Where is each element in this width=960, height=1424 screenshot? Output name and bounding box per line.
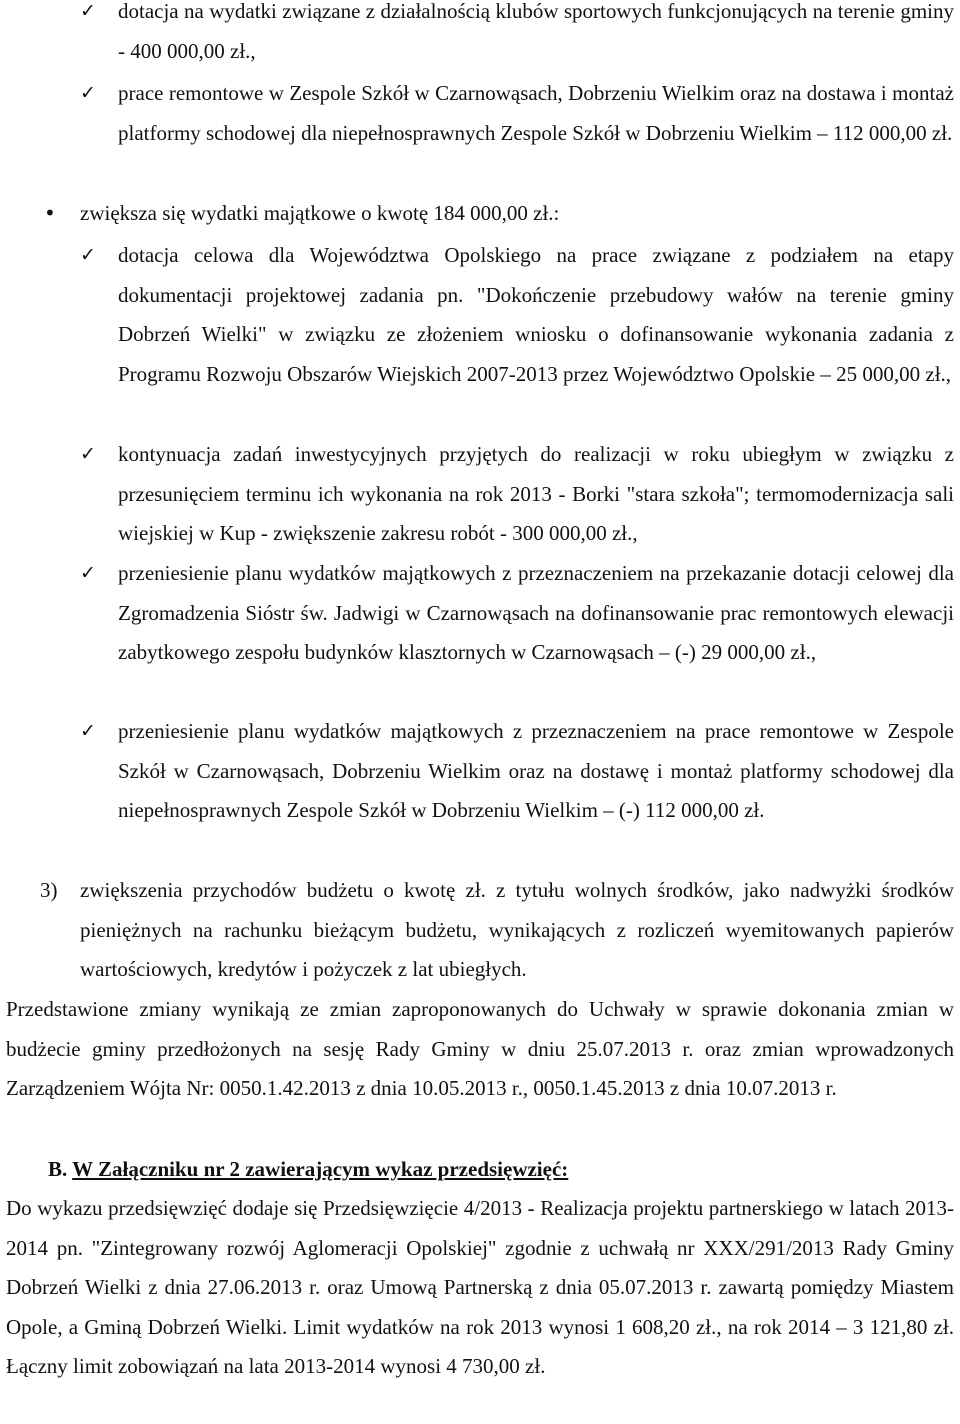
- checkmark-icon: ✓: [80, 720, 96, 742]
- list-item: dotacja celowa dla Województwa Opolskiego na prace związane z podziałem na etapy dokumentacji projektowej zadania pn. "Dokończenie przebudowy wałów na terenie gminy Dobrzeń Wielki" w związku ze złożeniem wniosku o dofinansowanie wykonania zadania z Programu Rozwoju Obszarów Wiejskich 2007-2013 przez Województwo Opolskie – 25 000,00 zł.,: [118, 243, 954, 386]
- checkmark-icon: ✓: [80, 244, 96, 266]
- list-item: prace remontowe w Zespole Szkół w Czarnowąsach, Dobrzeniu Wielkim oraz na dostawa i montaż platformy schodowej dla niepełnosprawnych Zespole Szkół w Dobrzeniu Wielkim – 112 000,00 zł.: [118, 81, 954, 145]
- checkmark-icon: ✓: [80, 443, 96, 465]
- list-item: przeniesienie planu wydatków majątkowych z przeznaczeniem na przekazanie dotacji celowej dla Zgromadzenia Sióstr św. Jadwigi w Czarnowąsach na dofinansowanie prac remontowych elewacji zabytkowego zespołu budynków klasztornych w Czarnowąsach – (-) 29 000,00 zł.,: [118, 561, 954, 664]
- section-title: W Załączniku nr 2 zawierającym wykaz przedsięwzięć:: [72, 1157, 569, 1181]
- checkmark-icon: ✓: [80, 562, 96, 584]
- paragraph: Przedstawione zmiany wynikają ze zmian zaproponowanych do Uchwały w sprawie dokonania zmian w budżecie gminy przedłożonych na sesję Rady Gminy w dniu 25.07.2013 r. oraz zmian wprowadzonych Zarządzeniem Wójta Nr: 0050.1.42.2013 z dnia 10.05.2013 r., 0050.1.45.2013 z dnia 10.07.2013 r.: [6, 997, 954, 1100]
- bullet-item: zwiększa się wydatki majątkowe o kwotę 184 000,00 zł.:: [80, 201, 560, 225]
- numbered-item: zwiększenia przychodów budżetu o kwotę zł. z tytułu wolnych środków, jako nadwyżki środków pieniężnych na rachunku bieżącym budżetu, wynikających z rozliczeń wyemitowanych papierów wartościowych, kredytów i pożyczek z lat ubiegłych.: [80, 878, 954, 981]
- section-label: B.: [48, 1157, 68, 1181]
- list-item: dotacja na wydatki związane z działalnością klubów sportowych funkcjonujących na terenie gminy - 400 000,00 zł.,: [118, 0, 954, 63]
- checkmark-icon: ✓: [80, 0, 96, 22]
- bullet-icon: •: [44, 201, 56, 225]
- paragraph: Do wykazu przedsięwzięć dodaje się Przedsięwzięcie 4/2013 - Realizacja projektu partnerskiego w latach 2013-2014 pn. "Zintegrowany rozwój Aglomeracji Opolskiej" zgodnie z uchwałą nr XXX/291/2013 Rady Gminy Dobrzeń Wielki z dnia 27.06.2013 r. oraz Umową Partnerską z dnia 05.07.2013 r. zawartą pomiędzy Miastem Opole, a Gminą Dobrzeń Wielki. Limit wydatków na rok 2013 wynosi 1 608,20 zł., na rok 2014 – 3 121,80 zł. Łączny limit zobowiązań na lata 2013-2014 wynosi 4 730,00 zł.: [6, 1196, 954, 1378]
- list-number: 3): [40, 878, 58, 902]
- section-heading: [48, 1150, 568, 1190]
- list-item: kontynuacja zadań inwestycyjnych przyjętych do realizacji w roku ubiegłym w związku z przesunięciem terminu ich wykonania na rok 2013 - Borki "stara szkoła"; termomodernizacja sali wiejskiej w Kup - zwiększenie zakresu robót - 300 000,00 zł.,: [118, 442, 954, 545]
- list-item: przeniesienie planu wydatków majątkowych z przeznaczeniem na prace remontowe w Zespole Szkół w Czarnowąsach, Dobrzeniu Wielkim oraz na dostawę i montaż platformy schodowej dla niepełnosprawnych Zespole Szkół w Dobrzeniu Wielkim – (-) 112 000,00 zł.: [118, 719, 954, 822]
- checkmark-icon: ✓: [80, 82, 96, 104]
